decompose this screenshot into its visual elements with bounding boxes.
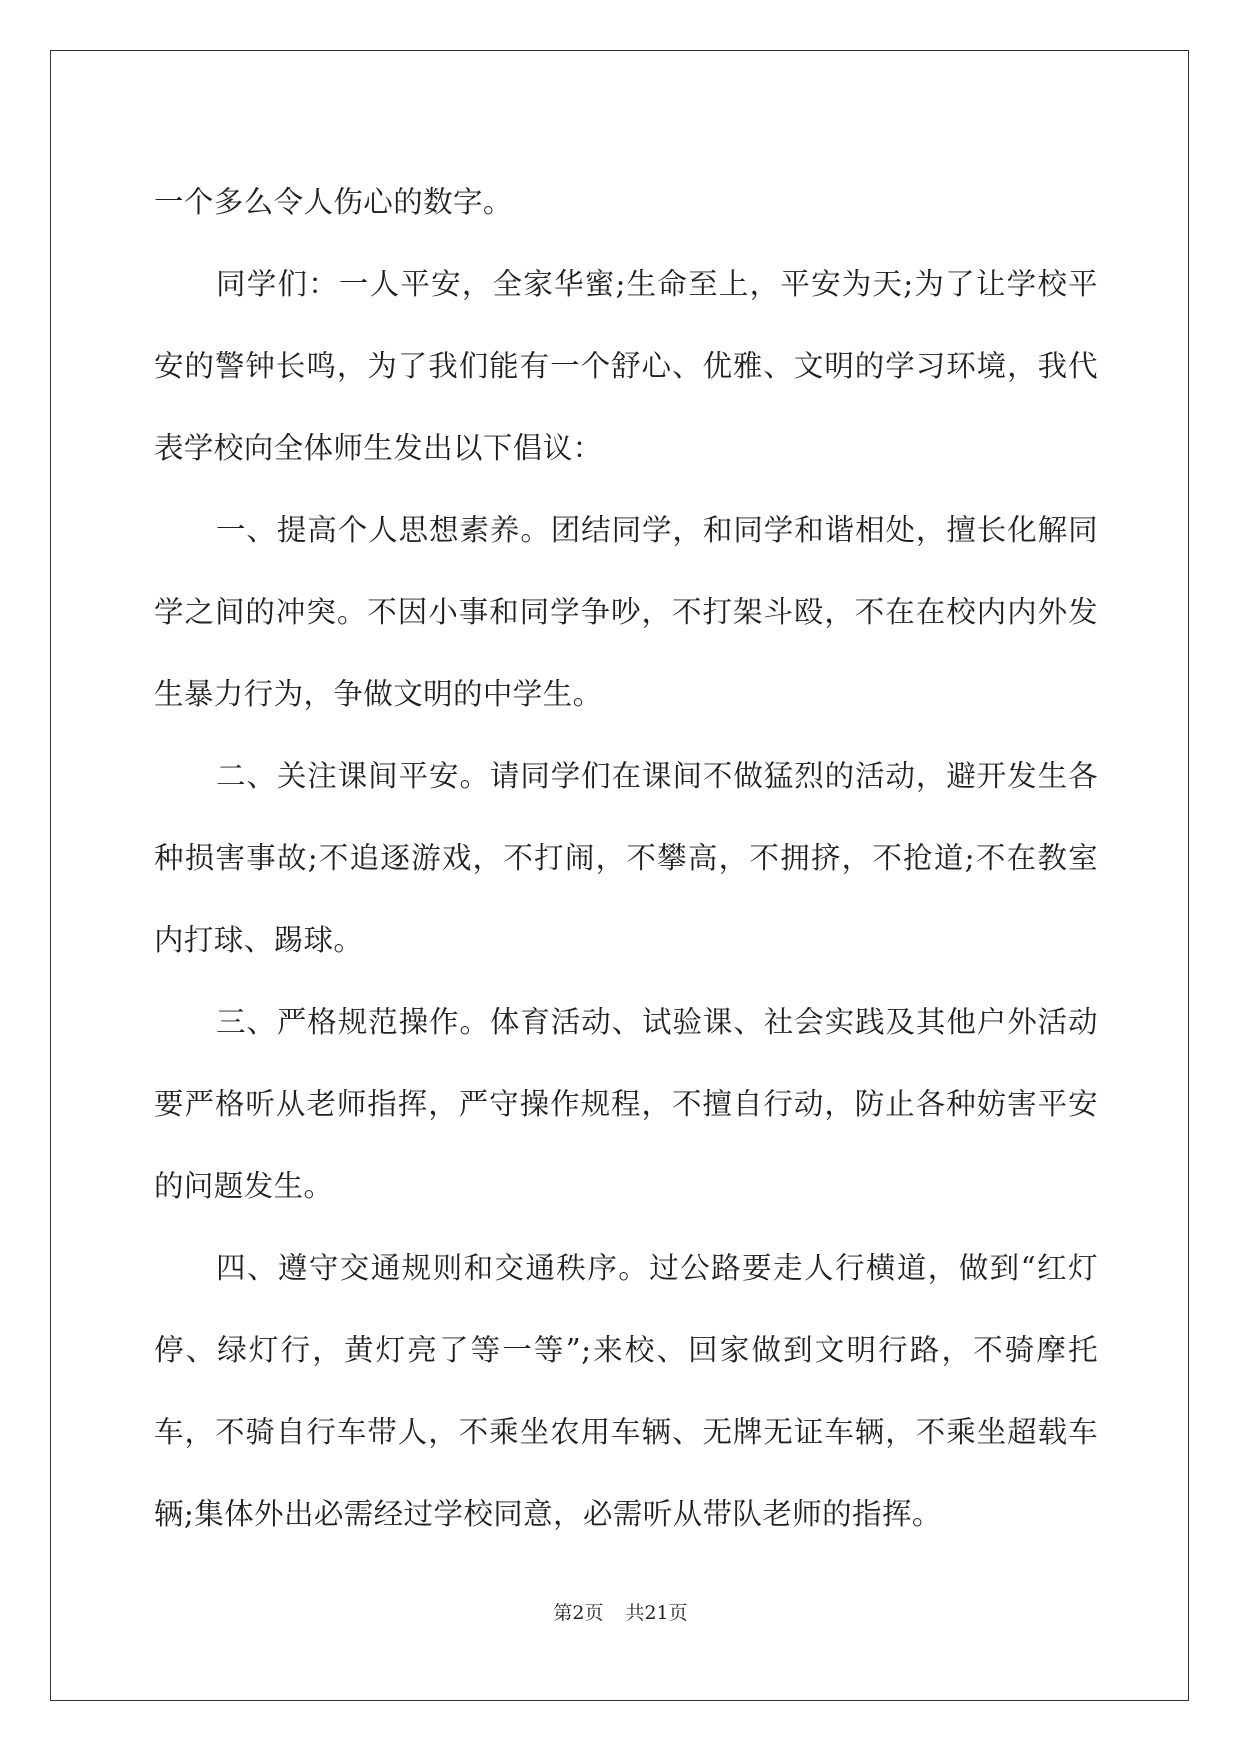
paragraph-item-1: 一、提高个人思想素养。团结同学，和同学和谐相处，擅长化解同学之间的冲突。不因小事和同学争吵，不打架斗殴，不在在校内内外发生暴力行为，争做文明的中学生。 <box>154 513 1098 711</box>
page-footer <box>0 1598 1241 1625</box>
paragraph-item-2: 二、关注课间平安。请同学们在课间不做猛烈的活动，避开发生各种损害事故;不追逐游戏，不打闹，不攀高，不拥挤，不抢道;不在教室内打球、踢球。 <box>154 759 1098 957</box>
paragraph-continuation: 一个多么令人伤心的数字。 <box>154 185 513 219</box>
paragraph-appeal-intro: 同学们：一人平安，全家华蜜;生命至上，平安为天;为了让学校平安的警钟长鸣，为了我们能有一个舒心、优雅、文明的学习环境，我代表学校向全体师生发出以下倡议： <box>154 267 1098 465</box>
paragraph-item-3: 三、严格规范操作。体育活动、试验课、社会实践及其他户外活动要严格听从老师指挥，严守操作规程，不擅自行动，防止各种妨害平安的问题发生。 <box>154 1005 1098 1203</box>
paragraph-item-4: 四、遵守交通规则和交通秩序。过公路要走人行横道，做到“红灯停、绿灯行，黄灯亮了等一等”;来校、回家做到文明行路，不骑摩托车，不骑自行车带人，不乘坐农用车辆、无牌无证车辆，不乘坐超载车辆;集体外出必需经过学校同意，必需听从带队老师的指挥。 <box>154 1251 1098 1531</box>
page-total: 共21页 <box>625 1602 688 1624</box>
document-body <box>154 161 1098 1555</box>
page-number: 第2页 <box>553 1602 604 1624</box>
